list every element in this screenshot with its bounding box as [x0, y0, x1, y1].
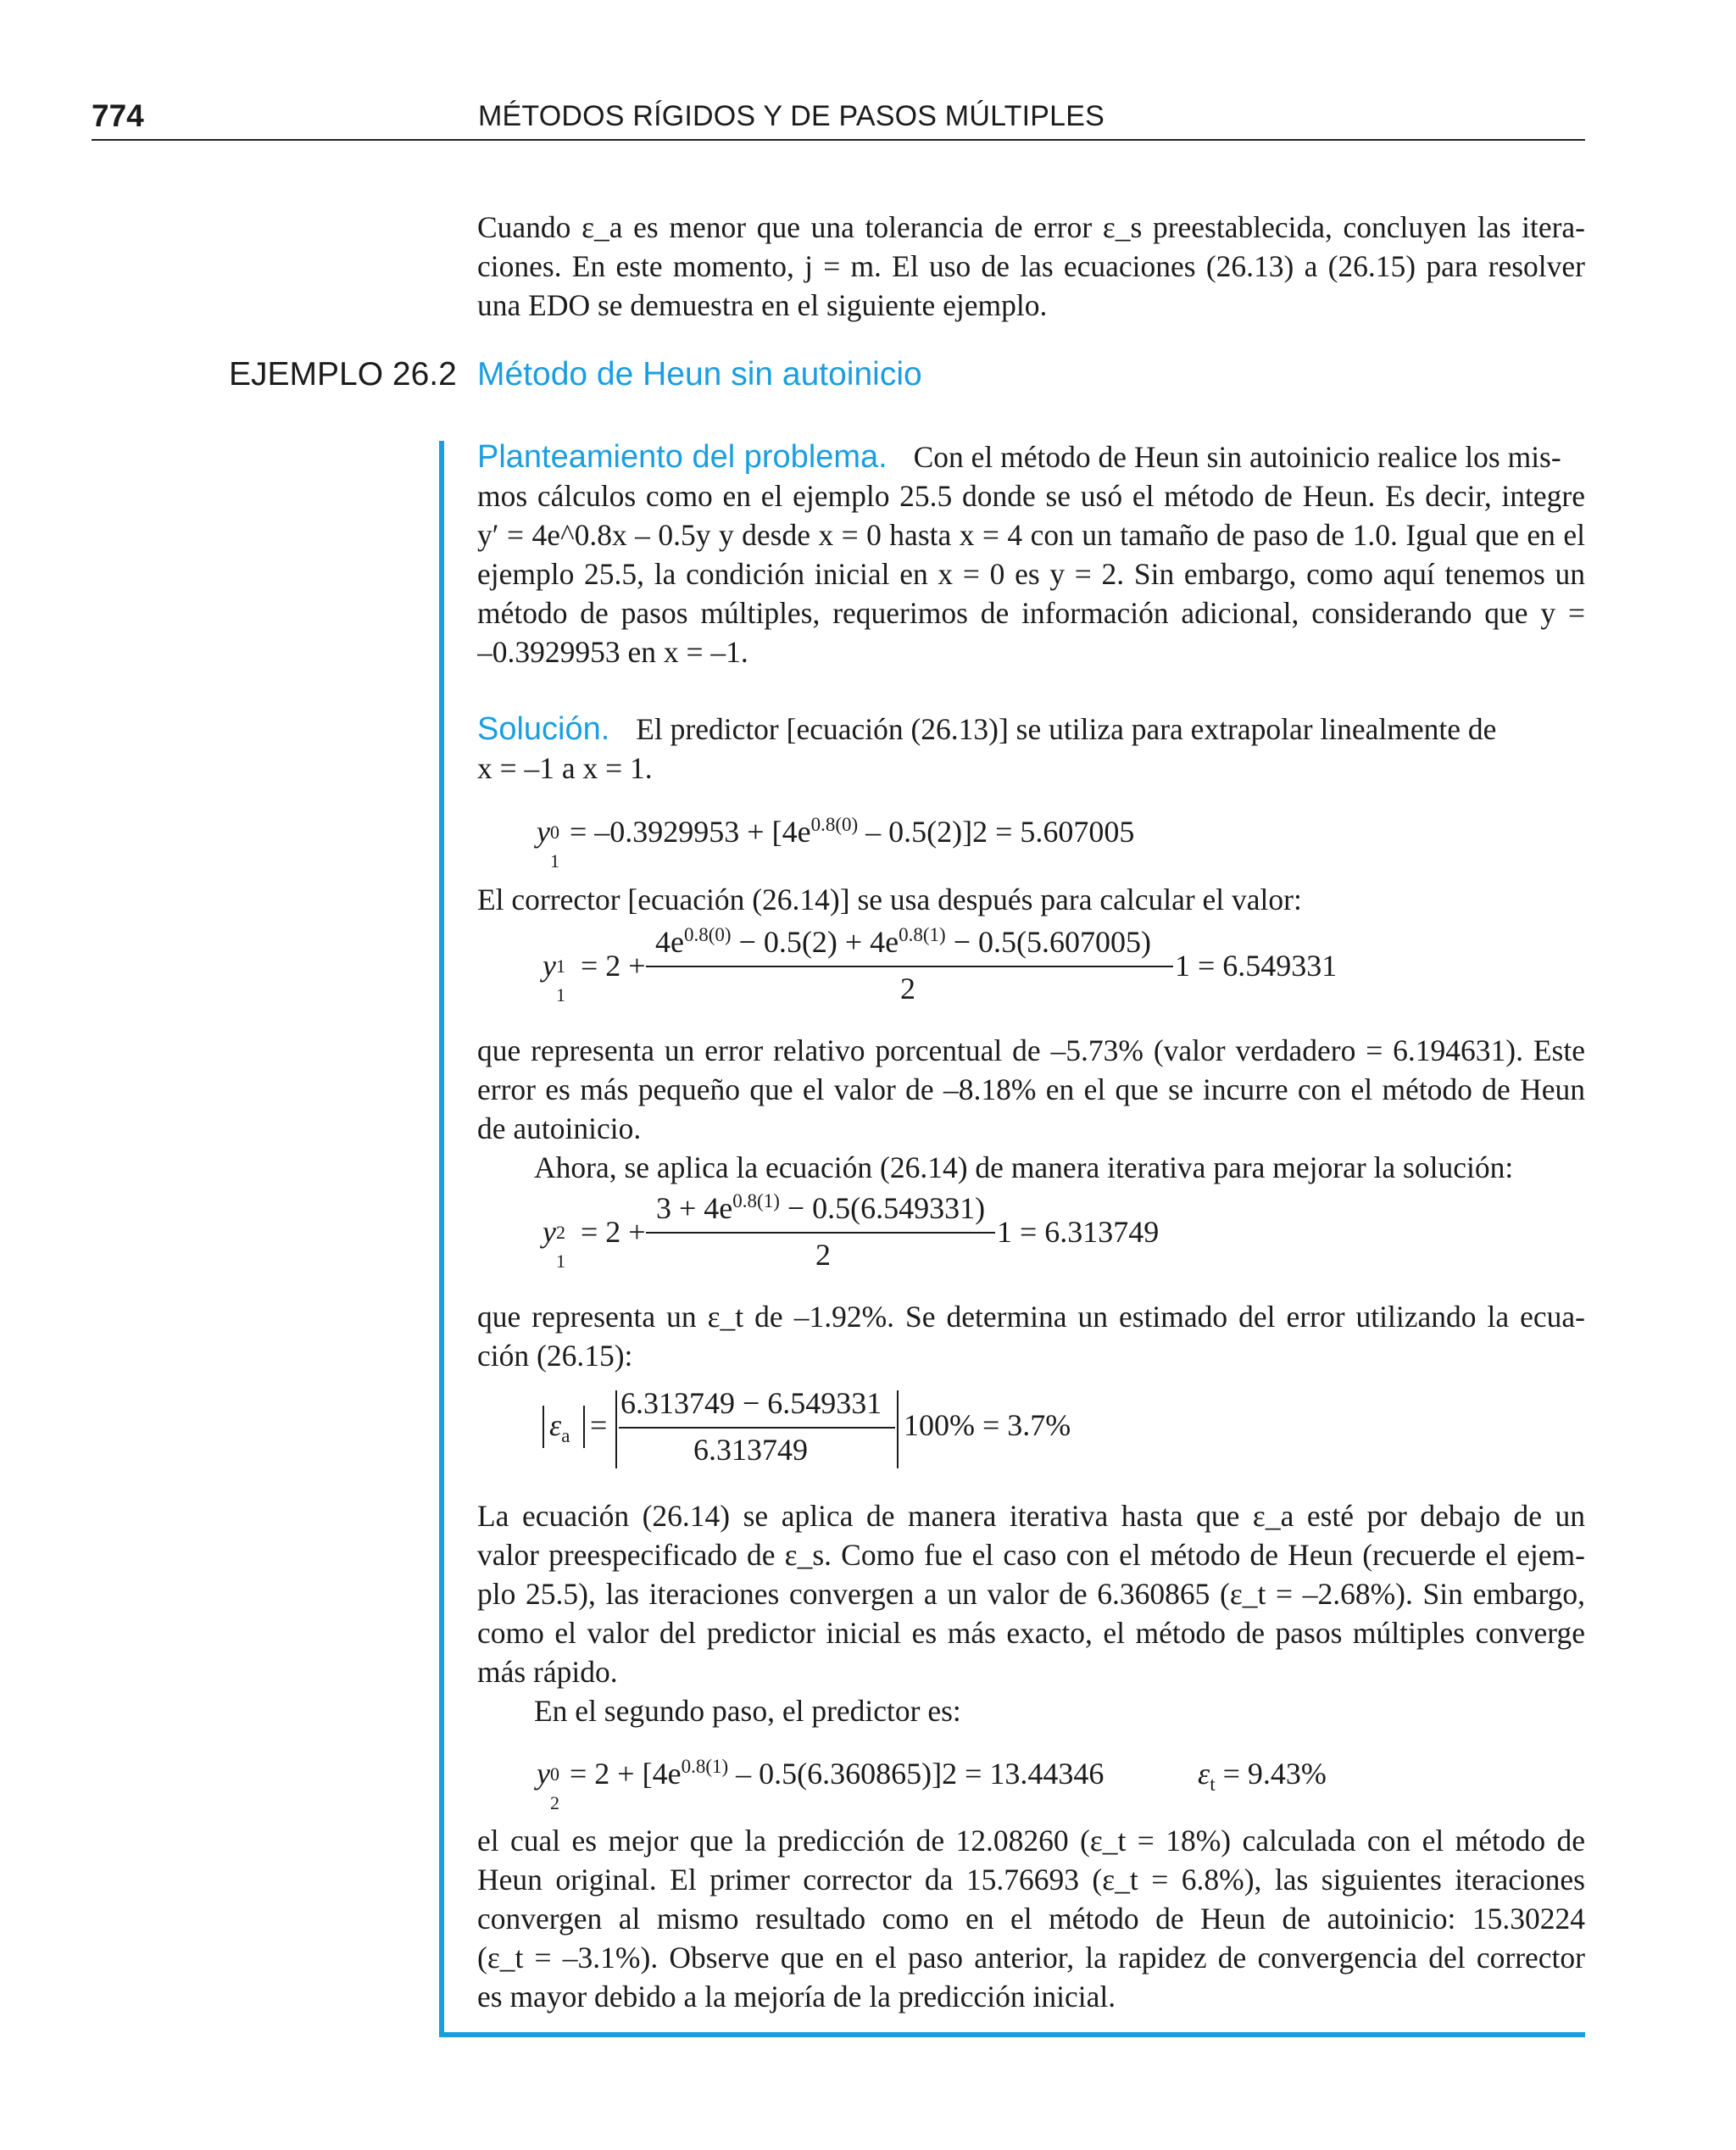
fraction-denominator: 6.313749	[693, 1433, 808, 1467]
problem-line-2: mos cálculos como en el ejemplo 25.5 donde se usó el método de Heun. Es decir, integre	[477, 479, 1585, 513]
para3-line: Ahora, se aplica la ecuación (26.14) de manera iterativa para mejorar la solución:	[534, 1150, 1514, 1184]
fraction-denominator: 2	[815, 1238, 831, 1272]
fraction-bar	[619, 1427, 895, 1429]
problem-line-3: y′ = 4e^0.8x – 0.5y y desde x = 0 hasta x = 4 con un tamaño de paso de 1.0. Igual que en el	[477, 518, 1585, 552]
page-header	[92, 95, 1585, 141]
solution-line-1	[477, 710, 1585, 749]
para5-line-1: La ecuación (26.14) se aplica de manera iterativa hasta que ε_a esté por debajo de un	[477, 1499, 1585, 1533]
problem-text-1: Con el método de Heun sin autoinicio realice los mis-	[913, 440, 1561, 474]
solution-heading: Solución.	[477, 711, 610, 747]
fraction-numerator: $3 + 4e^{0.8(1)} - 0.5(6.549331)$	[656, 1190, 986, 1225]
problem-line-6: –0.3929953 en x = –1.	[477, 635, 748, 669]
fraction-numerator: $4e^{0.8(0)} - 0.5(2) + 4e^{0.8(1)} - 0.5(5.607005)$	[655, 924, 1151, 959]
para7-line-3: convergen al mismo resultado como en el método de Heun de autoinicio: 15.30224	[477, 1902, 1585, 1936]
para5-line-5: más rápido.	[477, 1655, 618, 1689]
solution-line-2: x = –1 a x = 1.	[477, 751, 653, 785]
para4-line-2: ción (26.15):	[477, 1339, 633, 1373]
para5-line-2: valor preespecificado de ε_s. Como fue el caso con el método de Heun (recuerde el ejem-	[477, 1538, 1585, 1572]
para7-line-4: (ε_t = –3.1%). Observe que en el paso anterior, la rapidez de convergencia del corrector	[477, 1941, 1585, 1975]
para2-line-2: error es más pequeño que el valor de –8.18% en el que se incurre con el método de Heun	[477, 1072, 1585, 1106]
problem-line-1	[477, 437, 1585, 476]
page-number: 774	[92, 98, 144, 133]
equation-result: 1 = 6.549331	[1175, 949, 1338, 983]
para6-line: En el segundo paso, el predictor es:	[534, 1694, 961, 1728]
para7-line-2: Heun original. El primer corrector da 15.76693 (ε_t = 6.8%), las siguientes iteraciones	[477, 1863, 1585, 1897]
example-title: Método de Heun sin autoinicio	[477, 356, 922, 393]
fraction-denominator: 2	[900, 972, 915, 1005]
intro-line-1: Cuando ε_a es menor que una tolerancia de error ε_s preestablecida, concluyen las itera-	[477, 210, 1585, 244]
para2-line-1: que representa un error relativo porcentual de –5.73% (valor verdadero = 6.194631). Este	[477, 1033, 1585, 1067]
fraction-numerator: 6.313749 − 6.549331	[620, 1386, 882, 1420]
example-bottom-rule	[439, 2032, 1585, 2037]
intro-line-3: una EDO se demuestra en el siguiente ejemplo.	[477, 288, 1048, 322]
predictor-error: $\varepsilon_t = 9.43\%$	[1198, 1757, 1327, 1795]
abs-bar-right	[583, 1406, 585, 1448]
problem-line-5: método de pasos múltiples, requerimos de información adicional, considerando que y =	[477, 596, 1585, 630]
equation-result: 100% = 3.7%	[904, 1408, 1071, 1442]
example-label: EJEMPLO 26.2	[229, 356, 457, 393]
abs-bar-big-left	[615, 1390, 617, 1468]
predictor-equation-1: y 0 1 = $-0.3929953 + [4e^{0.8(0)} - 0.5(2)]2 = 5.607005$	[537, 814, 1135, 872]
problem-line-4: ejemplo 25.5, la condición inicial en x = 0 es y = 2. Sin embargo, como aquí tenemos un	[477, 557, 1585, 591]
para7-line-1: el cual es mejor que la predicción de 12.08260 (ε_t = 18%) calculada con el método de	[477, 1824, 1585, 1858]
para4-line-1: que representa un ε_t de –1.92%. Se determina un estimado del error utilizando la ecua-	[477, 1300, 1585, 1334]
para5-line-3: plo 25.5), las iteraciones convergen a un valor de 6.360865 (ε_t = –2.68%). Sin embargo,	[477, 1577, 1585, 1611]
problem-heading: Planteamiento del problema.	[477, 439, 887, 475]
para2-line-3: de autoinicio.	[477, 1111, 642, 1145]
abs-bar-big-right	[897, 1390, 899, 1468]
para7-line-5: es mayor debido a la mejoría de la predicción inicial.	[477, 1980, 1116, 2014]
example-side-rule	[439, 441, 444, 2037]
running-head: MÉTODOS RÍGIDOS Y DE PASOS MÚLTIPLES	[478, 100, 1105, 132]
predictor-equation-2: y 0 2 = $2 + [4e^{0.8(1)} - 0.5(6.360865)]2 = 13.44346$	[537, 1756, 1104, 1813]
fraction-bar	[646, 966, 1173, 967]
abs-bar-left	[542, 1406, 544, 1448]
intro-line-2: ciones. En este momento, j = m. El uso de las ecuaciones (26.13) a (26.15) para resolver	[477, 249, 1585, 283]
fraction-bar	[646, 1232, 995, 1234]
para5-line-4: como el valor del predictor inicial es más exacto, el método de pasos múltiples converge	[477, 1616, 1585, 1650]
corrector-intro: El corrector [ecuación (26.14)] se usa después para calcular el valor:	[477, 883, 1302, 916]
equation-result: 1 = 6.313749	[997, 1215, 1160, 1249]
solution-text-1: El predictor [ecuación (26.13)] se utiliza para extrapolar linealmente de	[636, 712, 1497, 746]
